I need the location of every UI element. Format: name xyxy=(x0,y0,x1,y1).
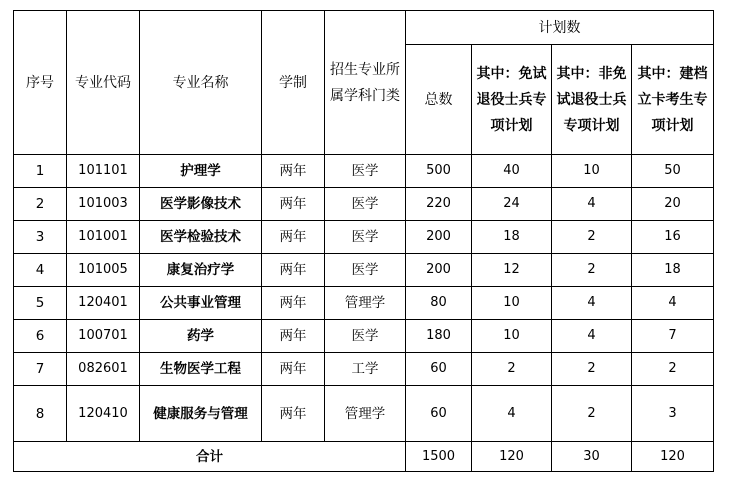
cell-seq: 4 xyxy=(14,254,67,287)
cell-category: 管理学 xyxy=(325,386,406,442)
table-row xyxy=(14,353,714,386)
cell-duration: 两年 xyxy=(262,254,325,287)
cell-total: 500 xyxy=(406,155,472,188)
cell-sub1: 10 xyxy=(472,320,552,353)
footer-label: 合计 xyxy=(14,442,406,472)
cell-sub3: 20 xyxy=(632,188,714,221)
cell-sub2: 4 xyxy=(552,320,632,353)
table-row xyxy=(14,221,714,254)
cell-category: 医学 xyxy=(325,254,406,287)
footer-sub3: 120 xyxy=(632,442,714,472)
cell-seq: 7 xyxy=(14,353,67,386)
cell-category: 医学 xyxy=(325,155,406,188)
cell-name: 康复治疗学 xyxy=(140,254,262,287)
cell-category: 管理学 xyxy=(325,287,406,320)
cell-name: 医学检验技术 xyxy=(140,221,262,254)
cell-total: 200 xyxy=(406,254,472,287)
cell-code: 082601 xyxy=(67,353,140,386)
cell-name: 医学影像技术 xyxy=(140,188,262,221)
cell-sub2: 4 xyxy=(552,287,632,320)
cell-seq: 2 xyxy=(14,188,67,221)
cell-sub1: 12 xyxy=(472,254,552,287)
table-row xyxy=(14,188,714,221)
table-row xyxy=(14,287,714,320)
cell-sub3: 18 xyxy=(632,254,714,287)
cell-sub3: 4 xyxy=(632,287,714,320)
plan-table-container xyxy=(13,10,714,472)
cell-sub2: 2 xyxy=(552,221,632,254)
cell-duration: 两年 xyxy=(262,188,325,221)
header-plan-group: 计划数 xyxy=(406,11,714,45)
header-duration: 学制 xyxy=(262,11,325,155)
header-total: 总数 xyxy=(406,45,472,155)
cell-seq: 1 xyxy=(14,155,67,188)
header-sub-exempt-veterans: 其中：免试退役士兵专项计划 xyxy=(472,45,552,155)
table-row xyxy=(14,320,714,353)
cell-name: 健康服务与管理 xyxy=(140,386,262,442)
cell-sub1: 24 xyxy=(472,188,552,221)
cell-code: 101005 xyxy=(67,254,140,287)
table-row xyxy=(14,254,714,287)
header-code: 专业代码 xyxy=(67,11,140,155)
footer-total: 1500 xyxy=(406,442,472,472)
cell-name: 生物医学工程 xyxy=(140,353,262,386)
cell-duration: 两年 xyxy=(262,386,325,442)
header-name: 专业名称 xyxy=(140,11,262,155)
cell-duration: 两年 xyxy=(262,221,325,254)
cell-name: 公共事业管理 xyxy=(140,287,262,320)
cell-total: 180 xyxy=(406,320,472,353)
cell-duration: 两年 xyxy=(262,353,325,386)
cell-duration: 两年 xyxy=(262,287,325,320)
cell-sub1: 4 xyxy=(472,386,552,442)
cell-sub2: 4 xyxy=(552,188,632,221)
cell-sub1: 10 xyxy=(472,287,552,320)
footer-sub1: 120 xyxy=(472,442,552,472)
cell-sub1: 40 xyxy=(472,155,552,188)
cell-category: 医学 xyxy=(325,221,406,254)
cell-name: 护理学 xyxy=(140,155,262,188)
cell-sub3: 2 xyxy=(632,353,714,386)
cell-category: 医学 xyxy=(325,320,406,353)
cell-code: 101001 xyxy=(67,221,140,254)
cell-category: 医学 xyxy=(325,188,406,221)
cell-code: 120401 xyxy=(67,287,140,320)
cell-seq: 5 xyxy=(14,287,67,320)
cell-duration: 两年 xyxy=(262,320,325,353)
cell-total: 200 xyxy=(406,221,472,254)
cell-sub2: 10 xyxy=(552,155,632,188)
cell-seq: 8 xyxy=(14,386,67,442)
header-seq: 序号 xyxy=(14,11,67,155)
cell-sub3: 50 xyxy=(632,155,714,188)
cell-sub1: 2 xyxy=(472,353,552,386)
table-row xyxy=(14,155,714,188)
header-sub-poverty-students: 其中：建档立卡考生专项计划 xyxy=(632,45,714,155)
cell-sub2: 2 xyxy=(552,353,632,386)
table-row xyxy=(14,386,714,442)
cell-total: 220 xyxy=(406,188,472,221)
cell-total: 60 xyxy=(406,353,472,386)
cell-name: 药学 xyxy=(140,320,262,353)
cell-sub3: 16 xyxy=(632,221,714,254)
cell-code: 120410 xyxy=(67,386,140,442)
enrollment-plan-table xyxy=(13,10,714,472)
cell-code: 101003 xyxy=(67,188,140,221)
header-sub-nonexempt-veterans: 其中：非免试退役士兵专项计划 xyxy=(552,45,632,155)
cell-code: 101101 xyxy=(67,155,140,188)
footer-sub2: 30 xyxy=(552,442,632,472)
cell-code: 100701 xyxy=(67,320,140,353)
cell-sub2: 2 xyxy=(552,254,632,287)
cell-category: 工学 xyxy=(325,353,406,386)
cell-sub2: 2 xyxy=(552,386,632,442)
cell-duration: 两年 xyxy=(262,155,325,188)
cell-sub1: 18 xyxy=(472,221,552,254)
header-category: 招生专业所属学科门类 xyxy=(325,11,406,155)
cell-seq: 3 xyxy=(14,221,67,254)
cell-sub3: 3 xyxy=(632,386,714,442)
cell-seq: 6 xyxy=(14,320,67,353)
cell-total: 80 xyxy=(406,287,472,320)
cell-total: 60 xyxy=(406,386,472,442)
cell-sub3: 7 xyxy=(632,320,714,353)
